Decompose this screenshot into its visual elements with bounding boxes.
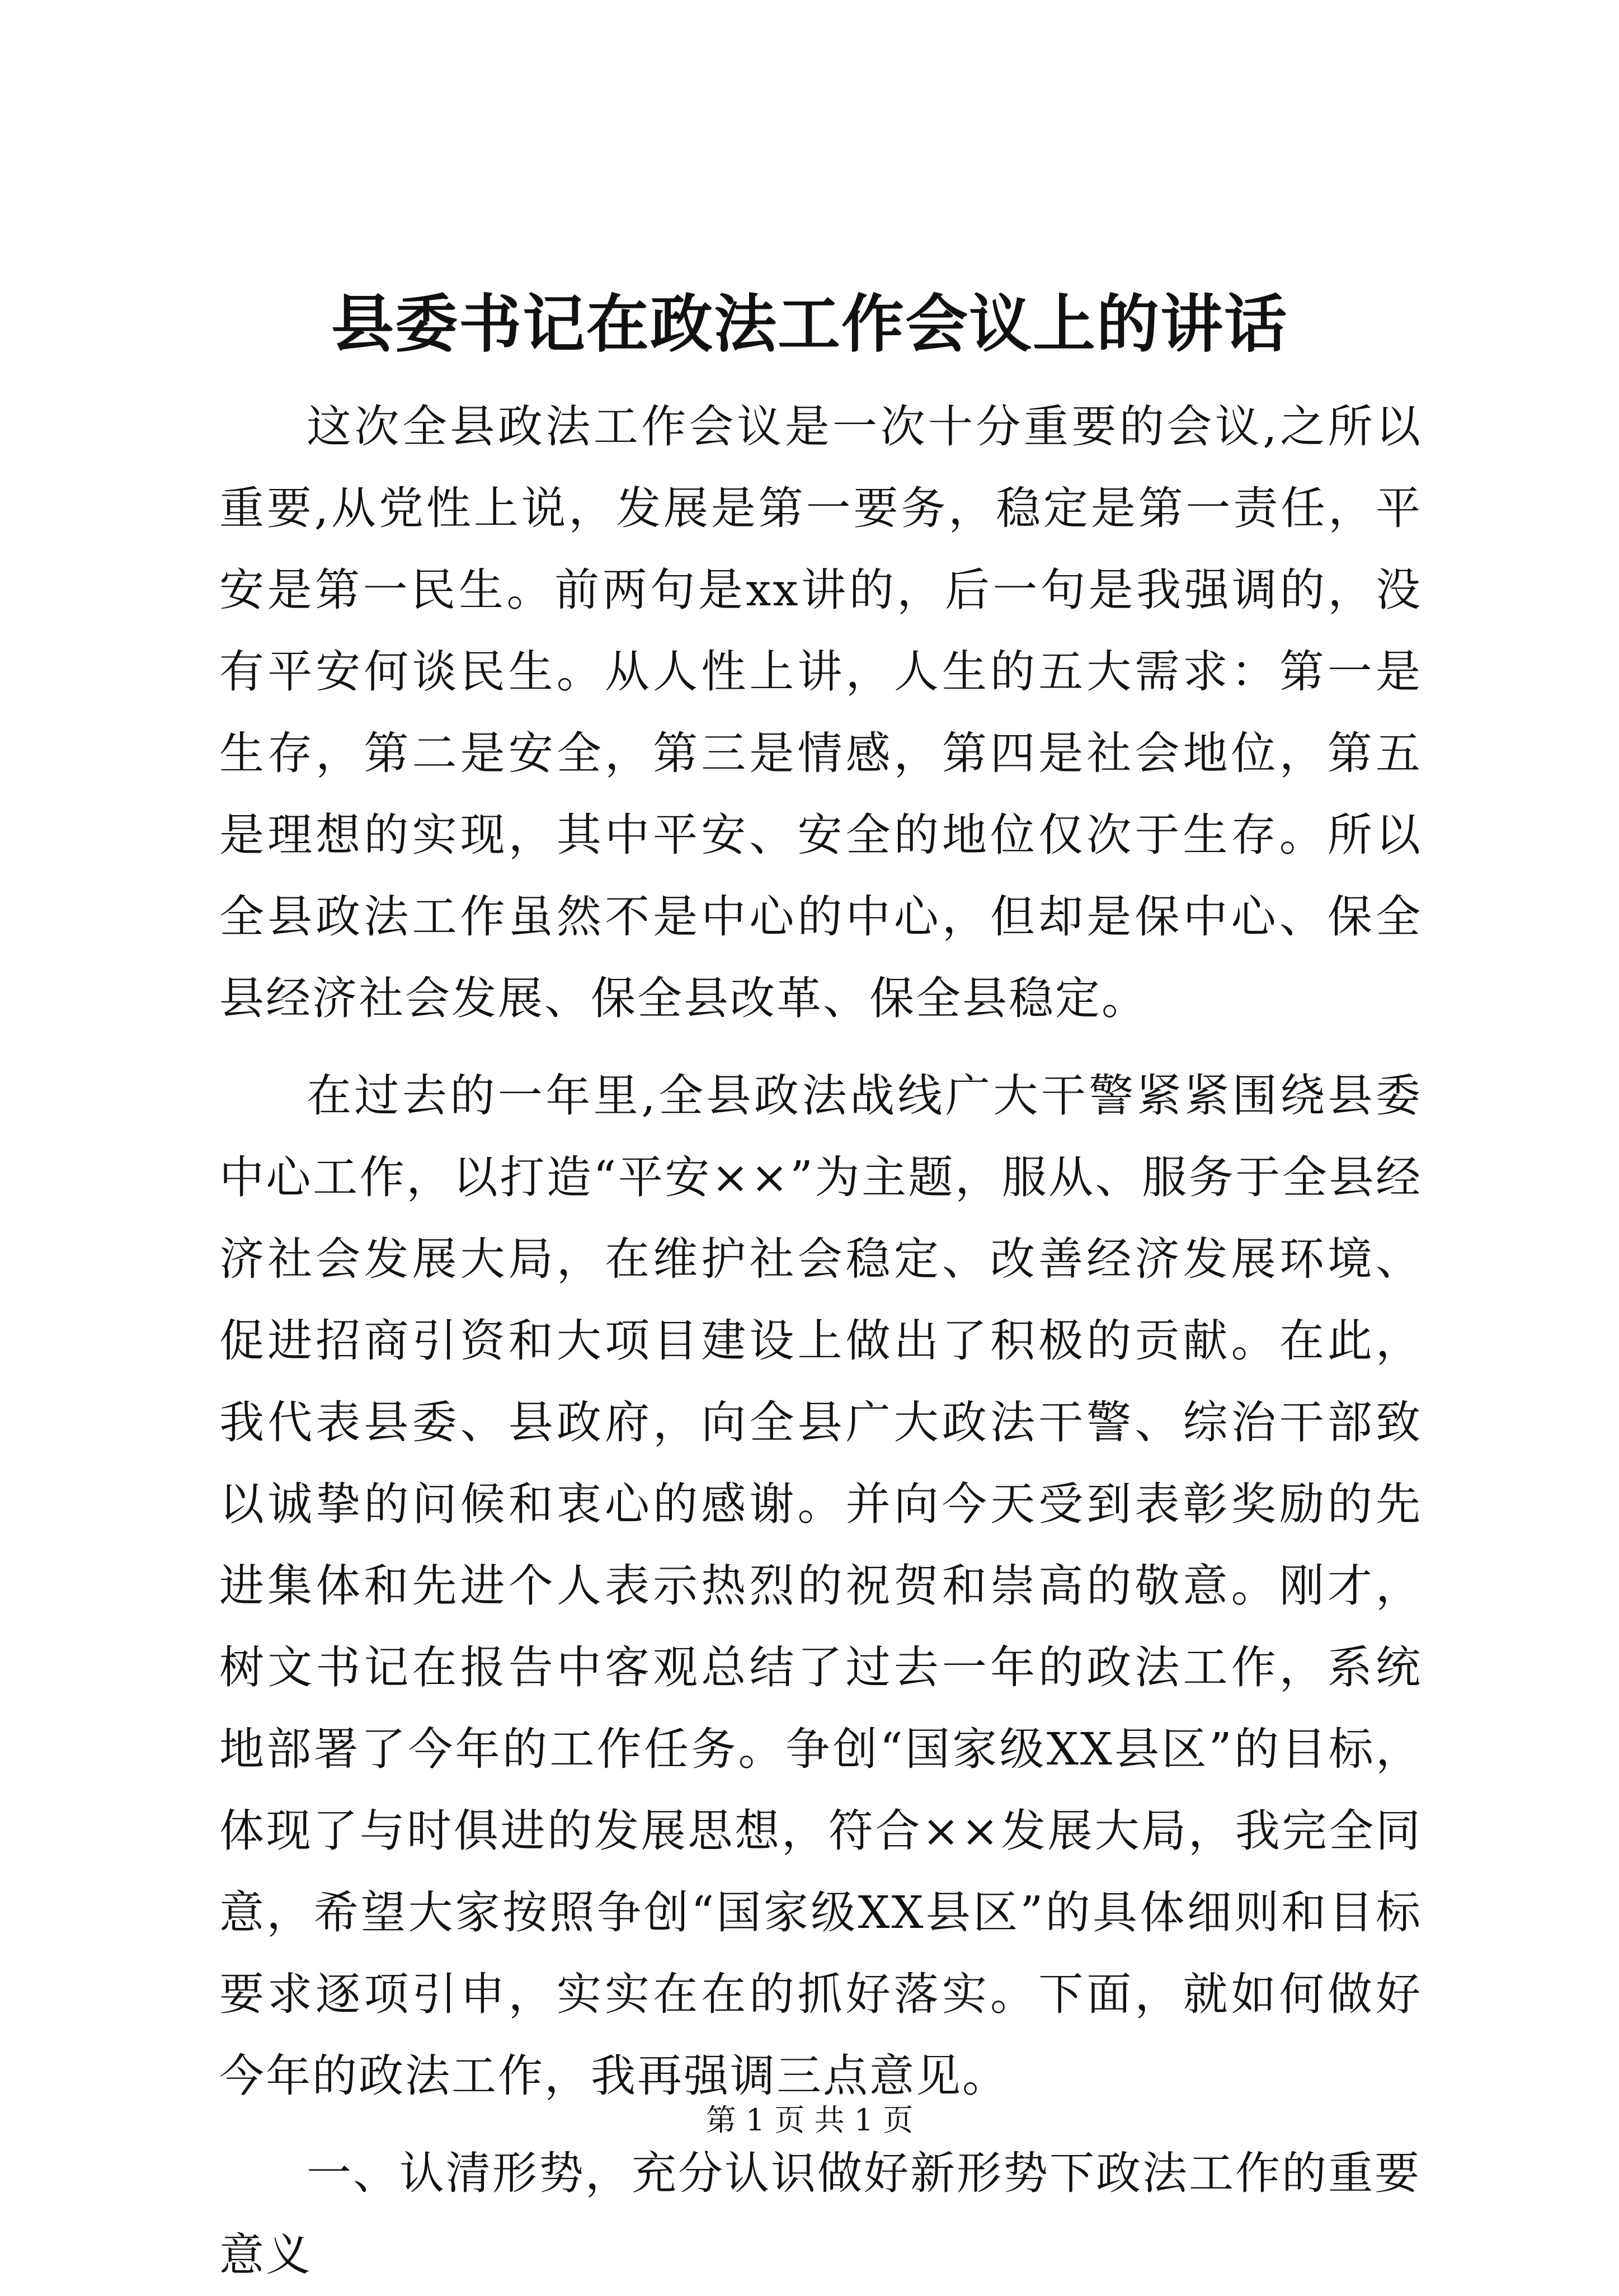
section-heading: 一、认清形势，充分认识做好新形势下政法工作的重要意义 xyxy=(219,2147,1421,2281)
paragraph-1: 这次全县政法工作会议是一次十分重要的会议,之所以重要,从党性上说，发展是第一要务，稳定是第一责任，平安是第一民生。前两句是xx讲的，后一句是我强调的，没有平安何谈民生。从人性上讲，人生的五大需求：第一是生存，第二是安全，第三是情感，第四是社会地位，第五是理想的实现，其中平安、安全的地位仅次于生存。所以全县政法工作虽然不是中心的中心，但却是保中心、保全县经济社会发展、保全县改革、保全县稳定。 xyxy=(219,401,1422,1024)
paragraph-2: 在过去的一年里,全县政法战线广大干警紧紧围绕县委中心工作，以打造“平安××”为主题，服从、服务于全县经济社会发展大局，在维护社会稳定、改善经济发展环境、促进招商引资和大项目建设上做出了积极的贡献。在此，我代表县委、县政府，向全县广大政法干警、综治干部致以诚挚的问候和衷心的感谢。并向今天受到表彰奖励的先进集体和先进个人表示热烈的祝贺和崇高的敬意。刚才，树文书记在报告中客观总结了过去一年的政法工作，系统地部署了今年的工作任务。争创“国家级XX县区”的目标，体现了与时俱进的发展思想，符合××发展大局，我完全同意，希望大家按照争创“国家级XX县区”的具体细则和目标要求逐项引申，实实在在的抓好落实。下面，就如何做好今年的政法工作，我再强调三点意见。 xyxy=(219,1070,1422,2102)
document-title: 县委书记在政法工作会议上的讲话 xyxy=(331,288,1288,361)
document-body xyxy=(219,386,1422,2296)
page-footer: 第 1 页 共 1 页 xyxy=(705,2102,914,2138)
